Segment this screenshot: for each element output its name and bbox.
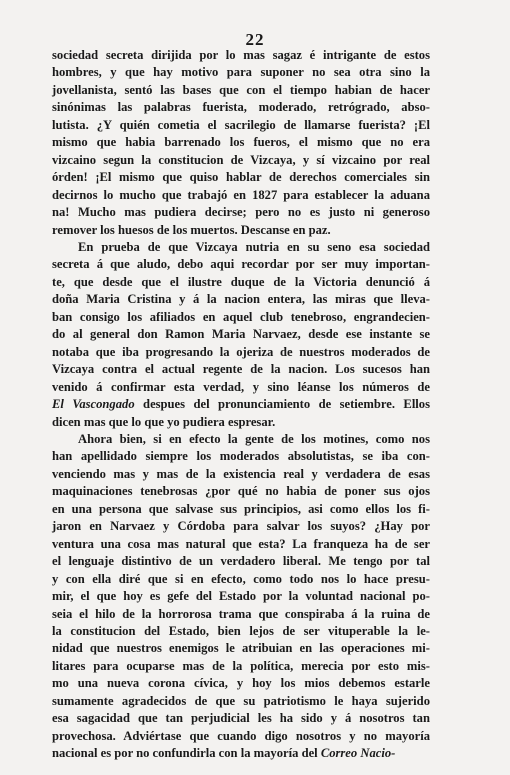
text-run: vizcaino segun la constitucion de Vizcaya, y sí vizcaino por real: [52, 152, 430, 167]
text-line: [52, 675, 430, 692]
text-run: do al general don Ramon Maria Narvaez, desde ese instante se: [52, 327, 430, 342]
text-line: [52, 466, 430, 483]
text-run: han apellidado siempre los moderados absolutistas, se iba con-: [52, 449, 430, 464]
text-line: [52, 623, 430, 640]
text-run: seia el hilo de la horrorosa trama que conspiraba á la ruina de: [52, 606, 430, 621]
text-line: [52, 64, 430, 81]
text-line: [52, 47, 430, 64]
text-line: [52, 117, 430, 134]
text-run: secreta á que aludo, debo aqui recordar por ser muy importan-: [52, 257, 430, 272]
paragraph: [52, 431, 430, 763]
text-run: mo una nueva corona cívica, y hoy los mios debemos estarle: [52, 676, 430, 691]
text-run: esa sagacidad que tan perjudicial les ha sido y á nosotros tan: [52, 711, 430, 726]
text-line: [52, 134, 430, 151]
text-run: hombres, y que hay motivo para suponer no sea otra sino la: [52, 65, 430, 80]
text-line: [52, 239, 430, 256]
text-line: [52, 693, 430, 710]
text-line: [52, 222, 430, 239]
text-run: mismo que habia barrenado los fueros, el mismo que no era: [52, 135, 430, 150]
text-run: mir, el que hoy es gefe del Estado por la voluntad nacional po-: [52, 589, 430, 604]
text-run: sociedad secreta dirijida por lo mas sagaz é intrigante de estos: [52, 48, 430, 62]
text-line: [52, 99, 430, 116]
paragraph: [52, 239, 430, 431]
text-line: [52, 361, 430, 378]
text-line: [52, 606, 430, 623]
text-run: notaba que iba progresando la ojeriza de nuestros moderados de: [52, 344, 430, 359]
text-run: dicen mas que lo que yo pudiera espresar.: [52, 414, 276, 429]
text-run: y con ella diré que si en efecto, como todo nos lo hace presu-: [52, 571, 430, 586]
text-run: órden! ¡El mismo que quiso hablar de derechos comerciales sin: [52, 170, 430, 185]
text-run: nidad que nuestros enemigos le atribuian en las operaciones mi-: [52, 641, 430, 656]
italic-text: El Vascongado: [52, 397, 135, 412]
text-line: [52, 326, 430, 343]
text-line: [52, 379, 430, 396]
text-run: lutista. ¿Y quién cometia el sacrilegio de llamarse fuerista? ¡El: [52, 117, 430, 132]
text-line: [52, 745, 430, 762]
text-line: [52, 256, 430, 273]
text-line: [52, 728, 430, 745]
text-line: [52, 518, 430, 535]
text-run: maquinaciones tenebrosas ¿por qué no habia de poner sus ojos: [52, 484, 430, 499]
text-line: [52, 640, 430, 657]
text-run: el lenguaje distintivo de un verdadero liberal. Me tengo por tal: [52, 554, 430, 569]
text-line: [52, 658, 430, 675]
text-run: venciendo mas y mas de la existencia real y verdadera de esas: [52, 466, 430, 481]
paragraph: [52, 47, 430, 239]
text-run: jaron en Narvaez y Córdoba para salvar los suyos? ¿Hay por: [52, 519, 430, 534]
text-line: [52, 204, 430, 221]
text-run: Vizcaya contra el actual regente de la nacion. Los sucesos han: [52, 362, 430, 377]
text-run: nacional es por no confundirla con la mayoría del: [52, 746, 321, 761]
text-run: jovellanista, sentó las bases que con el tiempo habian de hacer: [52, 82, 430, 97]
page-number: 22: [245, 30, 265, 49]
text-run: litares para ocuparse mas de la política, merecia por esto mis-: [52, 658, 430, 673]
text-run: provechosa. Adviértase que cuando digo nosotros y no mayoría: [52, 728, 430, 743]
text-line: [52, 187, 430, 204]
text-run: doña Maria Cristina y á la nacion entera, las miras que lleva-: [52, 292, 430, 307]
text-line: [52, 169, 430, 186]
text-run: en una persona que salvase sus principios, asi como ellos los fi-: [52, 501, 430, 516]
text-run: decirnos lo mucho que trabajó en 1827 para establecer la aduana: [52, 187, 430, 202]
text-line: [52, 152, 430, 169]
text-run: te, que desde que el ilustre duque de la Victoria denunció á: [52, 274, 430, 289]
text-run: ban consigo los afiliados en aquel club tenebroso, engrandecien-: [52, 309, 430, 324]
text-line: [52, 431, 430, 448]
text-run: venido á confirmar esta verdad, y sino léanse los números de: [52, 379, 430, 394]
text-line: [52, 571, 430, 588]
text-line: [52, 553, 430, 570]
text-line: [52, 536, 430, 553]
text-run: sumamente agradecidos de que su patriotismo le haya sujerido: [52, 693, 430, 708]
text-run: ventura una cosa mas natural que esta? La franqueza ha de ser: [52, 536, 430, 551]
text-line: [52, 396, 430, 413]
text-line: [52, 414, 430, 431]
text-line: [52, 710, 430, 727]
text-run: despues del pronunciamiento de setiembre. Ellos: [134, 397, 431, 412]
text-run: Ahora bien, si en efecto la gente de los motines, como nos: [78, 431, 430, 446]
text-line: [52, 448, 430, 465]
text-run: remover los huesos de los muertos. Descanse en paz.: [52, 222, 331, 237]
text-line: [52, 291, 430, 308]
body-text: [52, 47, 430, 763]
text-line: [52, 483, 430, 500]
text-line: [52, 309, 430, 326]
text-run: na! Mucho mas pudiera decirse; pero no es justo ni generoso: [52, 205, 430, 220]
text-run: sinónimas las palabras fuerista, moderado, retrógrado, abso-: [52, 100, 430, 115]
text-line: [52, 344, 430, 361]
text-run: la constitucion del Estado, bien lejos de ser vituperable la le-: [52, 623, 430, 638]
italic-text: Correo Nacio-: [320, 746, 396, 761]
text-line: [52, 82, 430, 99]
text-line: [52, 501, 430, 518]
text-line: [52, 274, 430, 291]
text-run: En prueba de que Vizcaya nutria en su seno esa sociedad: [78, 239, 430, 254]
text-line: [52, 588, 430, 605]
